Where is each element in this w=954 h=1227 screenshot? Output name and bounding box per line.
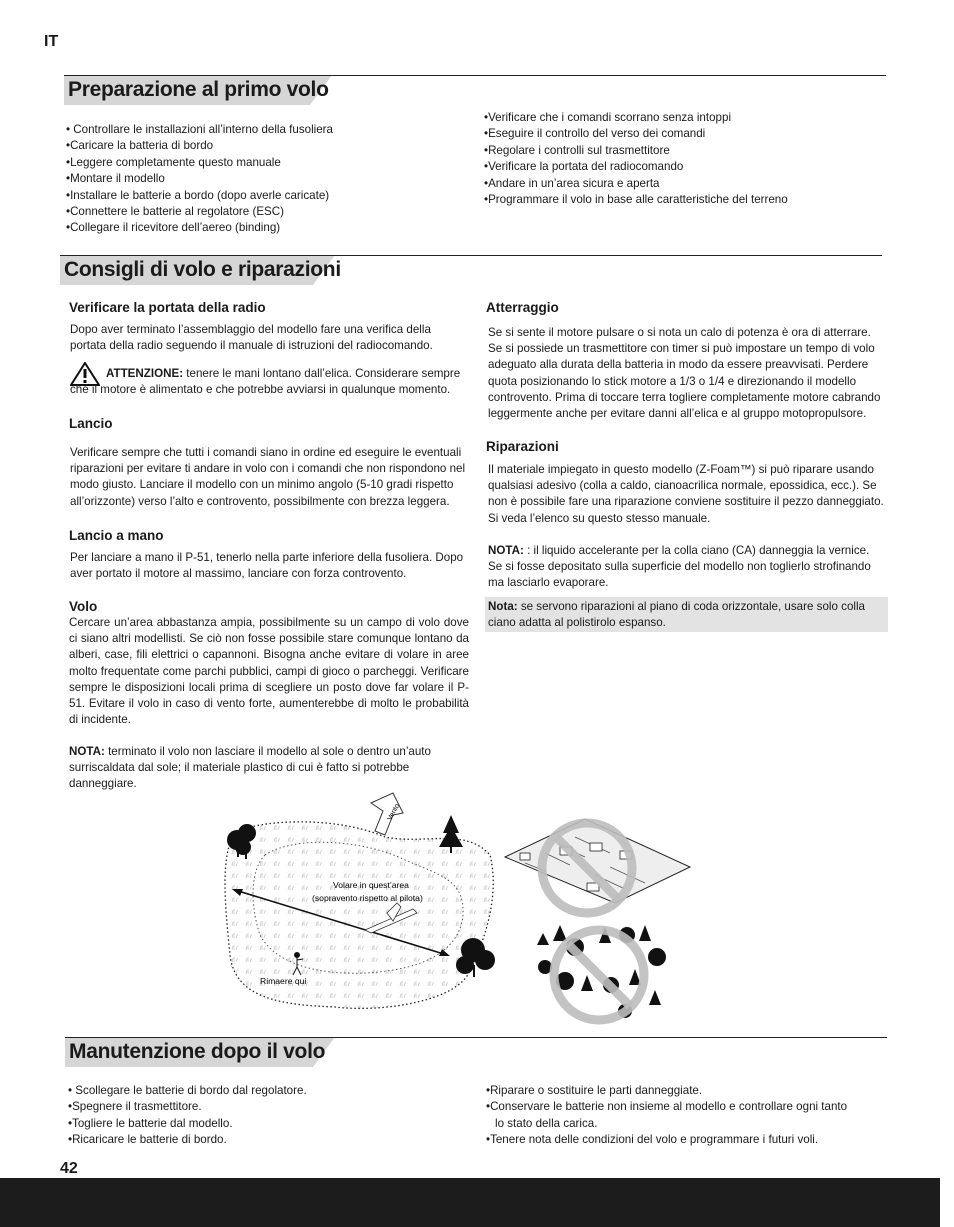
wind-label: Vento [386,802,402,822]
section-title: Preparazione al primo volo [68,78,329,101]
list-item: • Conservare le batterie non insieme al modello e controllare ogni tanto lo stato della carica. [486,1099,847,1132]
footer-bar [0,1178,940,1227]
launch-heading: Lancio [69,416,113,431]
section-rule [64,75,886,76]
list-item: • Regolare i controlli sul trasmettitore [484,143,788,159]
flight-heading: Volo [69,599,98,614]
list-item: • Andare in un’area sicura e aperta [484,176,788,192]
warning-text [70,366,468,398]
list-item: • Installare le batterie a bordo (dopo averle caricate) [66,188,333,204]
list-item: • Spegnere il trasmettitore. [68,1099,307,1115]
flight-note-label: NOTA: [69,745,105,758]
list-item: • Tenere nota delle condizioni del volo e programmare i futuri voli. [486,1132,847,1148]
list-item: • Verificare che i comandi scorrano senza intoppi [484,110,788,126]
repairs-note-2-text: se servono riparazioni al piano di coda orizzontale, usare solo colla ciano adatta al polistirolo espanso. [488,600,865,630]
maintenance-checklist-left [68,1083,307,1149]
list-item: • Connettere le batterie al regolatore (ESC) [66,204,333,220]
section-title: Consigli di volo e riparazioni [64,258,341,281]
flight-note-text: terminato il volo non lasciare il modello al sole o dentro un’auto surriscaldata dal sole; il materiale plastico di cui è fatto si potrebbe danneggiare. [69,745,431,791]
wind-arrow-icon [371,793,403,835]
list-item: • Scollegare le batterie di bordo dal regolatore. [68,1083,307,1099]
parking-lot-icon [505,819,690,903]
section-header-prep [64,75,886,105]
list-item: • Programmare il volo in base alle caratteristiche del terreno [484,192,788,208]
section-rule [60,255,882,256]
page-number: 42 [60,1160,78,1177]
repairs-note-2-label: Nota: [488,600,518,613]
list-item: • Riparare o sostituire le parti danneggiate. [486,1083,847,1099]
landing-text: Se si sente il motore pulsare o si nota un calo di potenza è ora di atterrare. Se si possiede un trasmettitore con timer si può impostare un tempo di volo adeguato alla durata della batteria in modo da essere preavvisati. Perdere quota posizionando lo stick motore a 1/3 o 1/4 e direzionando il modello controvento. Prima di toccare terra togliere completamente motore cabrando leggermente anche per evitare danni all’elica e al gruppo motopropulsore. [488,326,881,421]
repairs-note-1-text: : il liquido accelerante per la colla ciano (CA) danneggia la vernice. Se si fosse depositato sulla superficie del modello non toglierlo strofinando ma lasciarlo evaporare. [488,544,871,590]
repairs-note-1-label: NOTA: [488,544,524,557]
prep-checklist-left [66,122,333,237]
hand-launch-text: Per lanciare a mano il P-51, tenerlo nella parte inferiore della fusoliera. Dopo aver portato il motore al massimo, lanciare con forza controvento. [70,551,464,581]
list-item: • Collegare il ricevitore dell’aereo (binding) [66,220,333,236]
list-item: • Controllare le installazioni all’interno della fusoliera [66,122,333,138]
section-header-tips [60,255,882,285]
fly-area-label-line1: Volare in quest’area [333,880,409,890]
warning-label: ATTENZIONE: [106,367,184,380]
stay-here-label: Rimaere qui [260,976,307,986]
warning-body: tenere le mani lontano dall’elica. Considerare sempre che il motore è alimentato e che potrebbe avviarsi in qualunque momento. [70,367,461,397]
language-code: IT [44,33,59,50]
landing-heading: Atterraggio [486,300,559,315]
fly-area-label-line2: (sopravento rispetto al pilota) [312,893,423,903]
repairs-text: Il materiale impiegato in questo modello (Z-Foam™) si può riparare usando qualsiasi adesivo (colla a caldo, cianoacrilica normale, epossidica, ecc.). Se non è possibile fare una riparazione conviene sostituire il pezzo danneggiato. Si veda l’elenco su questo stesso manuale. [488,463,884,525]
section-header-maintenance [65,1037,887,1067]
list-item: • Montare il modello [66,171,333,187]
section-title: Manutenzione dopo il volo [69,1040,326,1063]
list-item: • Caricare la batteria di bordo [66,138,333,154]
range-text: Dopo aver terminato l’assemblaggio del modello fare una verifica della portata della radio seguendo il manuale di istruzioni del radiocomando. [70,323,433,353]
range-heading: Verificare la portata della radio [69,300,266,315]
maintenance-checklist-right [486,1083,847,1149]
list-item: • Ricaricare le batterie di bordo. [68,1132,307,1148]
repairs-heading: Riparazioni [486,439,559,454]
list-item: • Eseguire il controllo del verso dei comandi [484,126,788,142]
hand-launch-heading: Lancio a mano [69,528,164,543]
repairs-note-1 [488,543,886,592]
section-rule [65,1037,887,1038]
launch-text: Verificare sempre che tutti i comandi siano in ordine ed eseguire le eventuali riparazioni per evitare ti andare in volo con i comandi che non rispondono nel modo giusto. Lanciare il modello con un minimo angolo (5-10 gradi rispetto all’orizzonte) verso l’alto e controvento, possibilmente con brezza leggera. [70,446,466,508]
list-item: • Leggere completamente questo manuale [66,155,333,171]
flight-text: Cercare un’area abbastanza ampia, possibilmente su un campo di volo dove ci siano altri modellisti. Se ciò non fosse possibile stare comunque lontano da alberi, case, fili elettrici o capannoni. Bisogna anche evitare di volare in aree molto frequentate come parchi pubblici, campi di gioco o parcheggi. Verificare sempre le disposizioni locali prima di scegliere un posto dove far volare il P-51. Evitare il volo in caso di vento forte, aumenterebbe di molto le probabilità di incidente. [69,616,469,727]
list-item: • Togliere le batterie dal modello. [68,1116,307,1132]
list-item: • Verificare la portata del radiocomando [484,159,788,175]
prep-checklist-right [484,110,788,208]
repairs-note-2 [488,599,888,631]
flying-field-diagram [215,785,705,1030]
list-item-continuation: lo stato della carica. [495,1116,598,1130]
